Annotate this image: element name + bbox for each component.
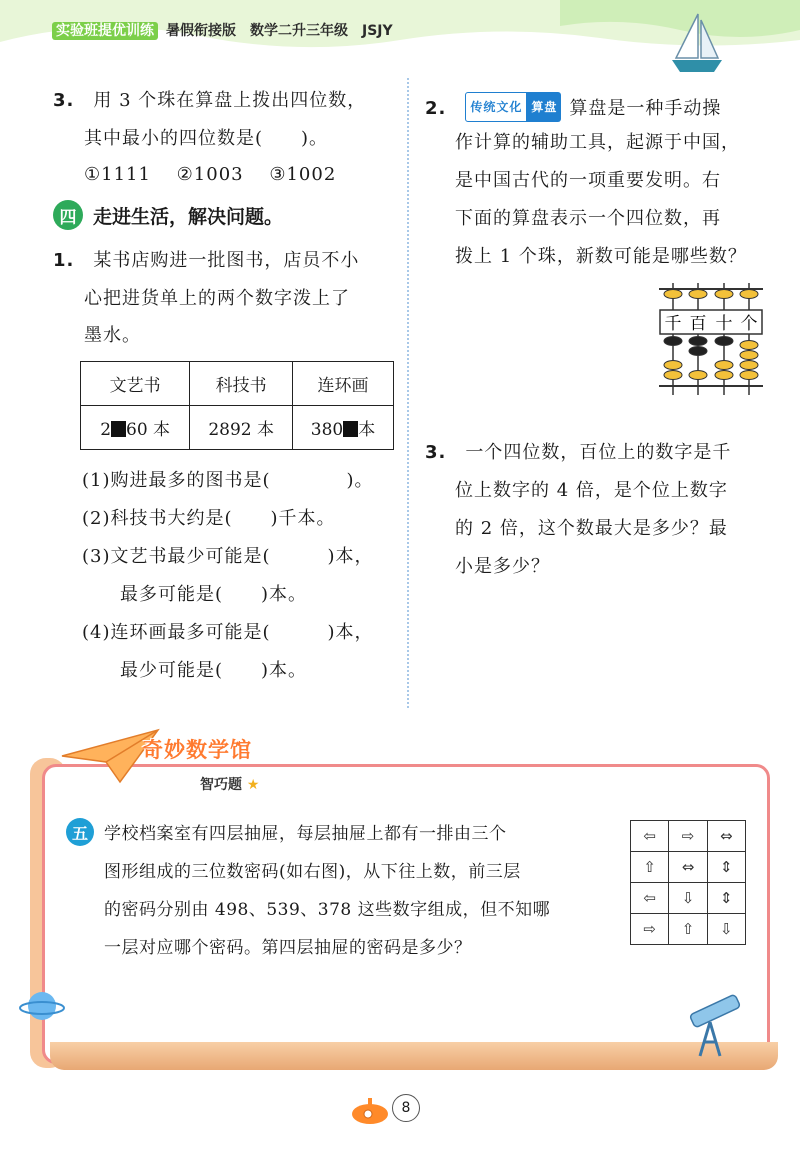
right-q2-line3: 是中国古代的一项重要发明。右 [455, 170, 721, 191]
sub-question-2: (2)科技书大约是( )千本。 [82, 508, 336, 529]
left-q3-options: ①1111 ②1003 ③1002 [84, 164, 337, 185]
code-label: JSJY [362, 23, 393, 39]
panel-subtitle [200, 774, 259, 794]
section-badge: 四 [53, 200, 83, 230]
tag-abacus: 算盘 [527, 92, 561, 122]
arrow-left-right-icon: ⇔ [669, 852, 707, 883]
telescope-icon [680, 994, 750, 1058]
code-row [631, 914, 746, 945]
left-q3-number: 3. [53, 90, 75, 111]
right-q3-line2: 位上数字的 4 倍，是个位上数字 [455, 480, 728, 501]
right-q2-number: 2. [425, 98, 447, 119]
right-q2-line4: 下面的算盘表示一个四位数，再 [455, 208, 721, 229]
right-q3-number: 3. [425, 442, 447, 463]
sailboat-icon [668, 10, 726, 74]
left-q1-line3: 墨水。 [84, 325, 141, 346]
arrow-down-icon: ⇩ [707, 914, 745, 945]
table-header-row [81, 362, 394, 406]
panel-line-2: 图形组成的三位数密码(如右图)，从下往上数，前三层 [104, 862, 521, 882]
right-q3-line3: 的 2 倍，这个数最大是多少？最 [455, 518, 728, 539]
cell-text: 380 [310, 420, 344, 440]
section-title-text: 走进生活，解决问题。 [93, 205, 284, 228]
right-q3-line1 [425, 440, 731, 466]
right-q2-text1: 算盘是一种手动操 [569, 98, 722, 119]
brand-label: 实验班提优训练 [52, 22, 158, 40]
cell-text: 本 [358, 420, 376, 440]
arrow-left-right-icon: ⇔ [707, 821, 745, 852]
arrow-up-icon: ⇧ [631, 852, 669, 883]
panel-line-3: 的密码分别由 498、539、378 这些数字组成，但不知哪 [104, 900, 551, 920]
code-row [631, 821, 746, 852]
header-title [52, 20, 407, 42]
left-q1-line1 [53, 248, 359, 274]
subject-label: 数学二升三年级 [250, 23, 348, 39]
arrow-up-icon: ⇧ [669, 914, 707, 945]
code-row [631, 883, 746, 914]
ink-blot-icon [343, 421, 358, 437]
books-table [80, 361, 394, 450]
abacus-label-thousands: 千 [664, 314, 682, 334]
table-cell [293, 406, 394, 450]
page-number: 8 [392, 1094, 420, 1122]
abacus-label-hundreds: 百 [689, 314, 707, 334]
right-q2-line1 [425, 92, 721, 122]
right-q3-text1: 一个四位数，百位上的数字是千 [465, 442, 732, 463]
panel-line-1: 学校档案室有四层抽屉，每层抽屉上都有一排由三个 [104, 824, 507, 844]
abacus-label-tens: 十 [715, 314, 733, 334]
arrow-down-icon: ⇩ [669, 883, 707, 914]
sub-question-4: (4)连环画最多可能是( )本， [82, 622, 374, 643]
right-q2-line2: 作计算的辅助工具，起源于中国， [455, 132, 740, 153]
scroll-roll-bottom [50, 1042, 778, 1070]
left-q1-number: 1. [53, 250, 75, 271]
sub-question-4b: 最少可能是( )本。 [82, 660, 308, 681]
table-header-cell: 连环画 [293, 362, 394, 406]
right-q3-line4: 小是多少？ [455, 556, 550, 577]
sub-question-1: (1)购进最多的图书是( )。 [82, 470, 374, 491]
table-cell [81, 406, 190, 450]
panel-logo-title: 奇妙数学馆 [142, 738, 252, 762]
panel-line-4: 一层对应哪个密码。第四层抽屉的密码是多少？ [104, 938, 472, 958]
left-q1-line2: 心把进货单上的两个数字泼上了 [84, 288, 350, 309]
planet-icon [18, 982, 66, 1030]
arrow-left-icon: ⇦ [631, 883, 669, 914]
table-header-cell: 文艺书 [81, 362, 190, 406]
left-q3-text1: 用 3 个珠在算盘上拨出四位数， [93, 90, 367, 111]
table-row [81, 406, 394, 450]
arrow-left-icon: ⇦ [631, 821, 669, 852]
arrow-up-down-icon: ⇕ [707, 852, 745, 883]
column-divider [407, 78, 409, 708]
edition-label: 暑假衔接版 [166, 23, 236, 39]
arrow-right-icon: ⇨ [669, 821, 707, 852]
table-cell: 2892 本 [190, 406, 293, 450]
sub-question-3b: 最多可能是( )本。 [82, 584, 308, 605]
left-q3-line2: 其中最小的四位数是( )。 [84, 128, 329, 149]
cell-text: 2 [100, 420, 112, 440]
sub-question-3: (3)文艺书最少可能是( )本， [82, 546, 374, 567]
left-q1-text1: 某书店购进一批图书，店员不小 [93, 250, 360, 271]
panel-badge: 五 [66, 818, 94, 846]
star-icon: ★ [246, 777, 260, 793]
section-title [53, 200, 283, 230]
abacus-figure [658, 283, 764, 395]
abacus-label-ones: 个 [740, 314, 758, 334]
q2-tags [465, 92, 561, 122]
table-header-cell: 科技书 [190, 362, 293, 406]
drawer-code-grid [630, 820, 746, 945]
right-q2-line5: 拨上 1 个珠，新数可能是哪些数？ [455, 246, 747, 267]
arrow-up-down-icon: ⇕ [707, 883, 745, 914]
subtitle-text: 智巧题 [200, 777, 242, 793]
submarine-icon [348, 1090, 392, 1130]
ink-blot-icon [111, 421, 126, 437]
cell-text: 60 本 [126, 420, 171, 440]
left-q3-line1 [53, 88, 366, 114]
arrow-right-icon: ⇨ [631, 914, 669, 945]
code-row [631, 852, 746, 883]
tag-culture: 传统文化 [465, 92, 527, 122]
